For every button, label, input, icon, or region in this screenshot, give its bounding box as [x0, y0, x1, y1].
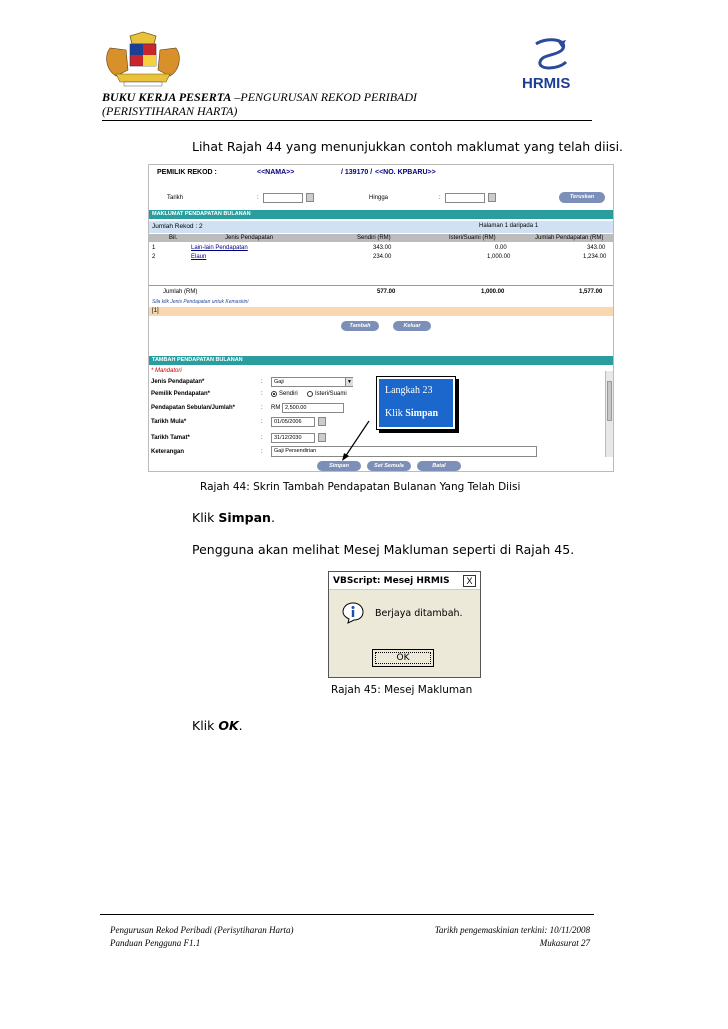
radio-sendiri-label: Sendiri	[279, 391, 298, 397]
footer-right	[404, 924, 590, 950]
step-klik-ok	[192, 718, 243, 733]
keterangan-colon: :	[261, 449, 263, 455]
teruskan-button[interactable]: Teruskan	[559, 192, 605, 203]
step1-bold: Simpan	[218, 510, 271, 525]
chevron-down-icon[interactable]: ▼	[345, 378, 353, 386]
tarikh-tamat-label: Tarikh Tamat*	[151, 435, 190, 441]
step-mesej: Pengguna akan melihat Mesej Makluman seperti di Rajah 45.	[192, 542, 575, 557]
step1-suffix: .	[270, 510, 275, 525]
header-rule	[102, 120, 592, 121]
figure-45-dialog	[328, 571, 481, 678]
cell-jumlah: 343.00	[587, 245, 606, 251]
pemilik-pendapatan-label: Pemilik Pendapatan*	[151, 391, 211, 397]
tarikh-colon: :	[257, 195, 259, 201]
cell-sendiri: 343.00	[373, 245, 392, 251]
table-header	[149, 234, 613, 242]
jenis-select-value: Gaji	[274, 379, 284, 385]
halaman-indicator: Halaman 1 daripada 1	[479, 223, 539, 229]
doc-title-rest: –PENGURUSAN REKOD PERIBADI	[231, 90, 418, 104]
mandatori-note: * Mandatori	[151, 368, 182, 374]
sebulan-input[interactable]: 2,500.00	[282, 403, 344, 413]
step-klik-simpan	[192, 510, 275, 525]
keluar-button[interactable]: Keluar	[393, 321, 431, 331]
callout-step: Langkah 23	[385, 385, 433, 396]
hingga-colon: :	[439, 195, 441, 201]
kpbaru-value: <<NO. KPBARU>>	[375, 169, 436, 176]
set-semula-button[interactable]: Set Semula	[367, 461, 411, 471]
form-scrollbar[interactable]	[605, 371, 613, 457]
table-row	[149, 253, 613, 262]
cell-jenis-link[interactable]: Lain-lain Pendapatan	[191, 245, 248, 251]
kemaskini-hint: Sila klik Jenis Pendapatan untuk Kemaskini	[152, 299, 249, 305]
malaysia-crest-logo	[100, 30, 186, 88]
step-callout	[376, 376, 456, 430]
cell-isteri: 0.00	[495, 245, 507, 251]
tarikh-tamat-input[interactable]: 31/12/2030	[271, 433, 315, 443]
pemilik-label: PEMILIK REKOD :	[157, 169, 217, 176]
callout-simpan: Simpan	[405, 408, 439, 419]
hrmis-logo-text: HRMIS	[522, 75, 571, 92]
figure-44-caption: Rajah 44: Skrin Tambah Pendapatan Bulanan Yang Telah Diisi	[200, 481, 521, 493]
ic-value: / 139170 /	[341, 169, 373, 176]
footer-rule	[100, 914, 594, 915]
cell-jumlah: 1,234.00	[583, 254, 607, 260]
jumlah-label: Jumlah (RM)	[163, 289, 198, 295]
radio-isteri[interactable]	[307, 391, 313, 397]
rm-label: RM	[271, 405, 281, 411]
jenis-colon: :	[261, 379, 263, 385]
keterangan-label: Keterangan	[151, 449, 185, 455]
section-tambah-title: TAMBAH PENDAPATAN BULANAN	[149, 356, 613, 365]
th-jumlah: Jumlah Pendapatan (RM)	[535, 235, 604, 241]
callout-klik: Klik	[385, 408, 406, 419]
table-row	[149, 244, 613, 253]
step3-bold: OK	[218, 718, 239, 733]
th-bil: Bil.	[169, 235, 178, 241]
hrmis-logo	[518, 36, 590, 92]
step3-suffix: .	[238, 718, 243, 733]
doc-title-bold: BUKU KERJA PESERTA	[102, 90, 232, 104]
footer-right-line2: Mukasurat 27	[539, 938, 590, 948]
keterangan-textarea[interactable]: Gaji Persendirian	[271, 446, 537, 457]
paging-bar	[149, 307, 613, 316]
th-isteri: Isteri/Suami (RM)	[449, 235, 496, 241]
cell-bil: 2	[152, 254, 156, 260]
cell-sendiri: 234.00	[373, 254, 392, 260]
info-icon	[342, 602, 364, 624]
calendar-icon[interactable]	[318, 433, 326, 442]
total-divider	[149, 285, 613, 286]
jenis-label: Jenis Pendapatan*	[151, 379, 205, 385]
th-jenis: Jenis Pendapatan	[225, 235, 274, 241]
tarikh-mula-input[interactable]: 01/05/2006	[271, 417, 315, 427]
dialog-message: Berjaya ditambah.	[375, 608, 463, 619]
pemilik-colon: :	[261, 391, 263, 397]
sebulan-colon: :	[261, 405, 263, 411]
cell-bil: 1	[152, 245, 156, 251]
tarikh-mula-colon: :	[261, 419, 263, 425]
jumlah-total: 1,577.00	[579, 289, 603, 295]
hingga-label: Hingga	[369, 195, 389, 201]
footer-left-line2: Panduan Pengguna F1.1	[110, 938, 201, 948]
callout-arrow-icon	[339, 419, 371, 463]
tarikh-tamat-colon: :	[261, 435, 263, 441]
tarikh-mula-label: Tarikh Mula*	[151, 419, 187, 425]
tarikh-input[interactable]	[263, 193, 303, 203]
sebulan-label: Pendapatan Sebulan/Jumlah*	[151, 405, 236, 411]
hingga-input[interactable]	[445, 193, 485, 203]
section-maklumat-title: MAKLUMAT PENDAPATAN BULANAN	[149, 210, 613, 219]
cell-isteri: 1,000.00	[487, 254, 511, 260]
cell-jenis-link[interactable]: Elaun	[191, 254, 207, 260]
dialog-title: VBScript: Mesej HRMIS	[329, 572, 480, 590]
ok-button[interactable]: OK	[372, 649, 434, 667]
calendar-icon[interactable]	[488, 193, 496, 202]
doc-title-line2: (PERISYTIHARAN HARTA)	[102, 104, 238, 118]
close-icon[interactable]: X	[463, 575, 476, 587]
intro-paragraph: Lihat Rajah 44 yang menunjukkan contoh maklumat yang telah diisi.	[192, 139, 624, 154]
step3-prefix: Klik	[192, 718, 219, 733]
page-indicator[interactable]: [1]	[152, 308, 159, 314]
calendar-icon[interactable]	[318, 417, 326, 426]
batal-button[interactable]: Batal	[417, 461, 461, 471]
jumlah-rekod-bar	[149, 221, 613, 233]
footer-left-line1: Pengurusan Rekod Peribadi (Perisytiharan Harta)	[110, 925, 294, 935]
jenis-select[interactable]	[271, 377, 353, 387]
step1-prefix: Klik	[192, 510, 219, 525]
jumlah-isteri: 1,000.00	[481, 289, 505, 295]
th-sendiri: Sendiri (RM)	[357, 235, 391, 241]
simpan-button[interactable]: Simpan	[317, 461, 361, 471]
tambah-button[interactable]: Tambah	[341, 321, 379, 331]
document-title	[102, 90, 417, 118]
footer-right-line1: Tarikh pengemaskinian terkini: 10/11/2008	[434, 925, 590, 935]
calendar-icon[interactable]	[306, 193, 314, 202]
nama-value: <<NAMA>>	[257, 169, 295, 176]
radio-sendiri[interactable]	[271, 391, 277, 397]
jumlah-sendiri: 577.00	[377, 289, 396, 295]
figure-45-caption: Rajah 45: Mesej Makluman	[331, 684, 473, 696]
jumlah-rekod: Jumlah Rekod : 2	[152, 223, 203, 230]
radio-isteri-label: Isteri/Suami	[315, 391, 347, 397]
footer-left	[110, 924, 293, 950]
tarikh-label: Tarikh	[167, 195, 184, 201]
